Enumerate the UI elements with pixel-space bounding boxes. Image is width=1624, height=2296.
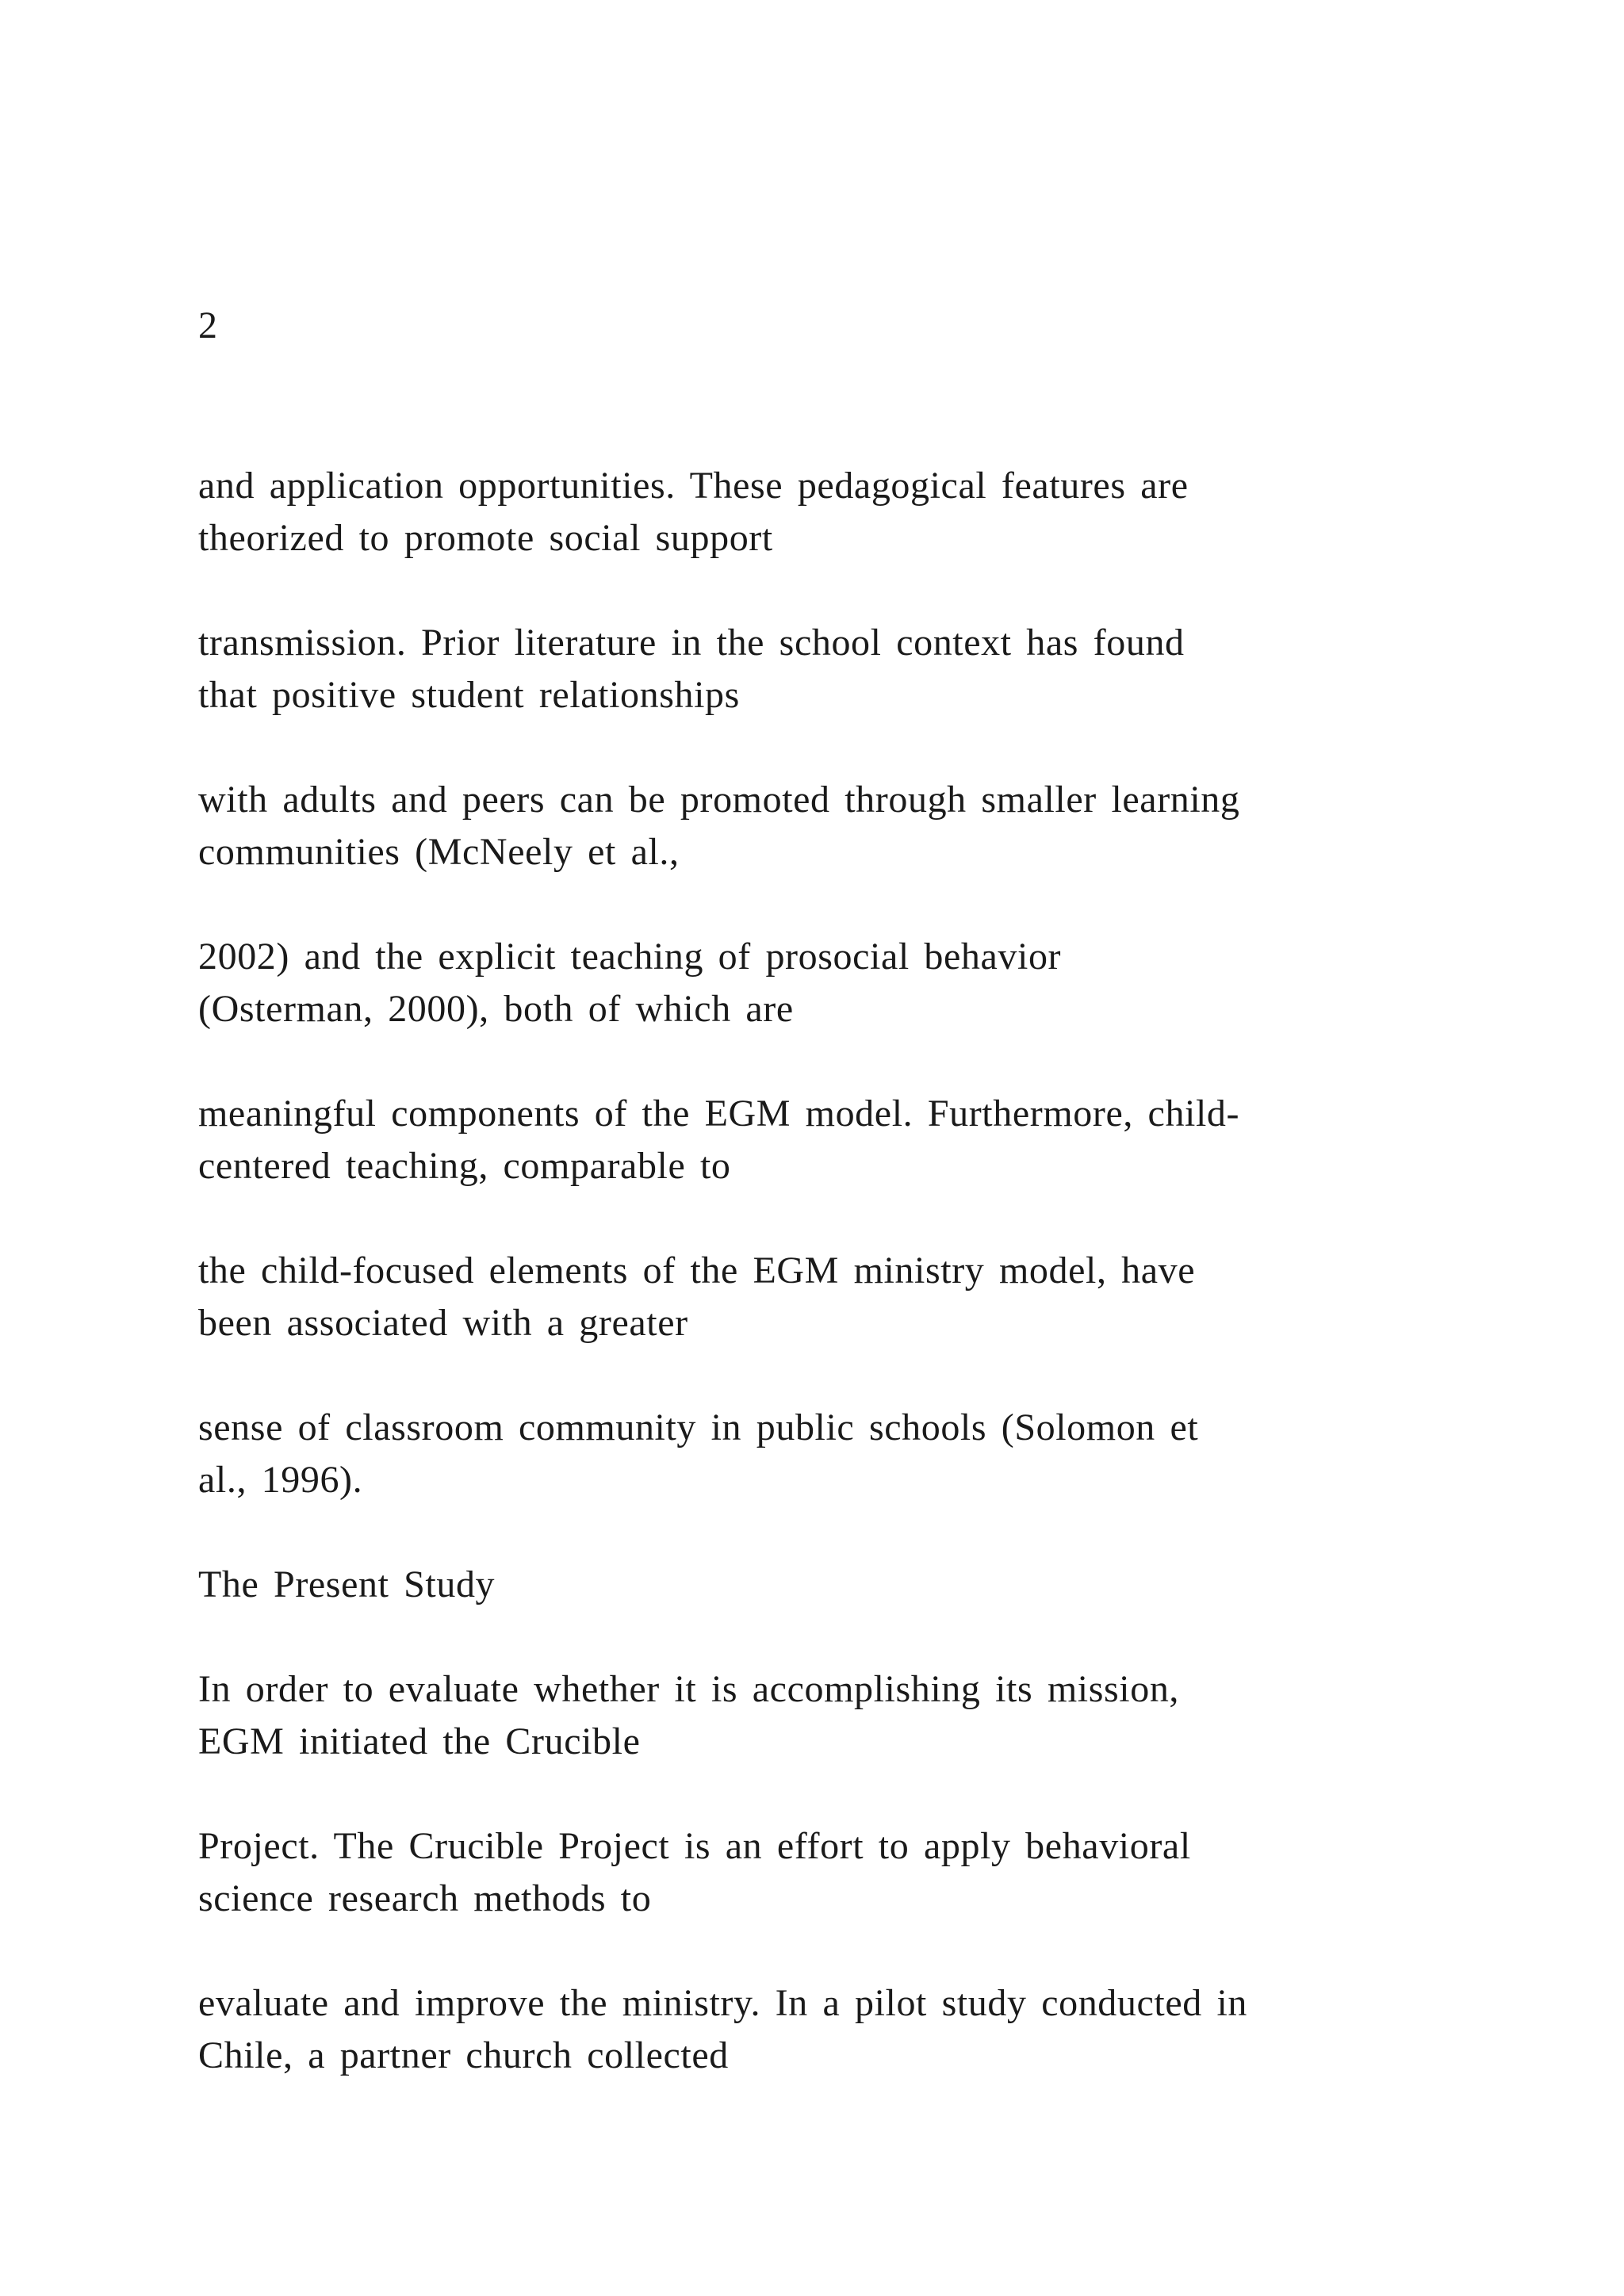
paragraph-line: science research methods to	[198, 1877, 652, 1919]
page-number: 2	[198, 304, 217, 346]
paragraph-line: In order to evaluate whether it is accomplishing its mission,	[198, 1668, 1180, 1710]
paragraph-line: 2002) and the explicit teaching of prosocial behavior	[198, 936, 1062, 978]
paragraph-line: transmission. Prior literature in the school context has found	[198, 622, 1185, 664]
section-heading: The Present Study	[198, 1563, 496, 1605]
paragraph-line: been associated with a greater	[198, 1302, 688, 1344]
paragraph-line: with adults and peers can be promoted through smaller learning	[198, 779, 1240, 821]
paragraph-line: (Osterman, 2000), both of which are	[198, 988, 794, 1030]
paragraph-line: that positive student relationships	[198, 674, 740, 716]
paragraph-line: and application opportunities. These pedagogical features are	[198, 465, 1189, 507]
paragraph-line: meaningful components of the EGM model. Furthermore, child-	[198, 1093, 1240, 1135]
paragraph-line: theorized to promote social support	[198, 517, 773, 559]
paragraph-line: communities (McNeely et al.,	[198, 831, 680, 873]
paragraph-line: al., 1996).	[198, 1459, 363, 1501]
paragraph-line: Project. The Crucible Project is an effort to apply behavioral	[198, 1825, 1191, 1867]
paragraph-line: Chile, a partner church collected	[198, 2034, 729, 2076]
paragraph-line: the child-focused elements of the EGM ministry model, have	[198, 1249, 1196, 1292]
paragraph-line: sense of classroom community in public schools (Solomon et	[198, 1406, 1199, 1448]
paragraph-line: centered teaching, comparable to	[198, 1145, 731, 1187]
paragraph-line: evaluate and improve the ministry. In a pilot study conducted in	[198, 1982, 1247, 2024]
paragraph-line: EGM initiated the Crucible	[198, 1720, 641, 1762]
